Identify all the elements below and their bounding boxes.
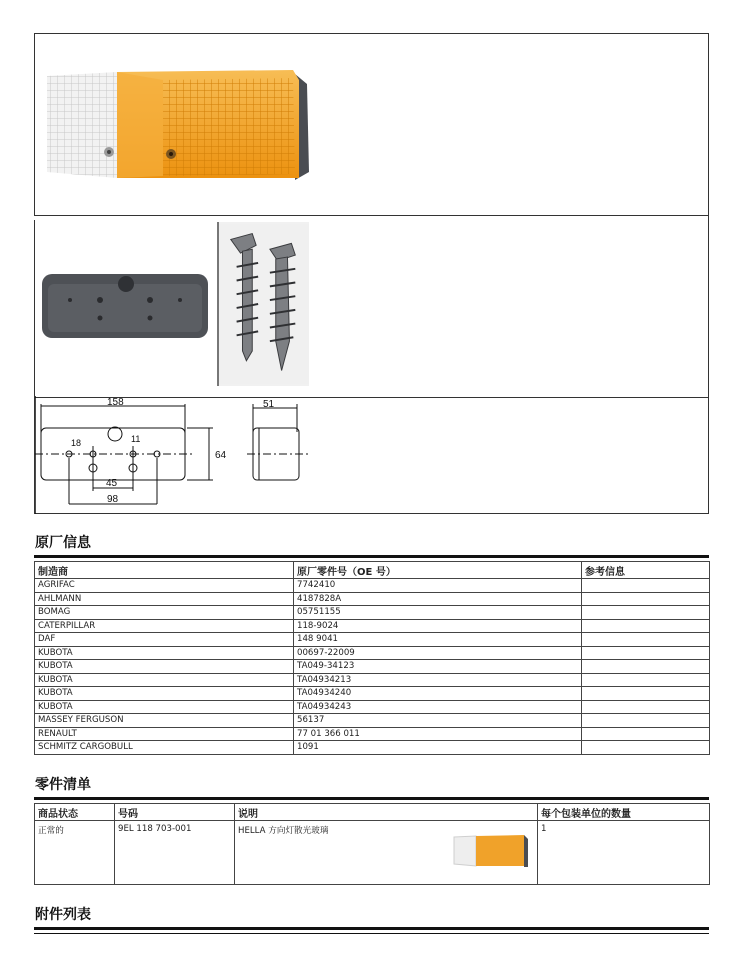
cell-manufacturer: DAF — [35, 633, 294, 647]
cell-reference — [582, 673, 710, 687]
cell-reference — [582, 741, 710, 755]
header-number: 号码 — [115, 804, 235, 821]
cell-oe-number: 56137 — [294, 714, 582, 728]
table-row — [35, 714, 710, 728]
table-row — [35, 700, 710, 714]
table-row — [35, 579, 710, 593]
product-image-grid — [34, 33, 709, 514]
cell-reference — [582, 727, 710, 741]
dim-offset-a: 18 — [71, 438, 82, 448]
section-rule — [34, 927, 709, 930]
table-row — [35, 633, 710, 647]
dim-width: 158 — [107, 397, 124, 408]
header-description: 说明 — [235, 804, 538, 821]
accessory-section-title: 附件列表 — [35, 907, 91, 923]
cell-reference — [582, 700, 710, 714]
section-rule — [34, 797, 709, 800]
table-row — [35, 821, 710, 885]
cell-reference — [582, 619, 710, 633]
dimension-drawing — [35, 396, 310, 514]
parts-list-table — [34, 803, 710, 885]
cell-oe-number: 1091 — [294, 741, 582, 755]
cell-manufacturer: KUBOTA — [35, 646, 294, 660]
cell-manufacturer: KUBOTA — [35, 700, 294, 714]
parts-section-title: 零件清单 — [35, 777, 91, 793]
cell-reference — [582, 633, 710, 647]
cell-manufacturer: MASSEY FERGUSON — [35, 714, 294, 728]
cell-manufacturer: KUBOTA — [35, 687, 294, 701]
dim-depth: 51 — [263, 399, 275, 410]
oe-section-title: 原厂信息 — [35, 535, 91, 551]
table-row — [35, 687, 710, 701]
cell-oe-number: 05751155 — [294, 606, 582, 620]
cell-reference — [582, 660, 710, 674]
table-row — [35, 660, 710, 674]
section-rule — [34, 933, 709, 934]
grid-divider — [35, 215, 310, 216]
grid-divider — [310, 215, 709, 216]
cell-oe-number: TA04934240 — [294, 687, 582, 701]
table-row — [35, 592, 710, 606]
cell-oe-number: 00697-22009 — [294, 646, 582, 660]
dim-offset-b: 11 — [131, 434, 141, 444]
table-row — [35, 727, 710, 741]
cell-oe-number: TA049-34123 — [294, 660, 582, 674]
cell-reference — [582, 687, 710, 701]
dim-spacing-b: 98 — [107, 494, 119, 505]
cell-manufacturer: AHLMANN — [35, 592, 294, 606]
description-text: HELLA 方向灯散光玻璃 — [238, 826, 329, 836]
cell-oe-number: TA04934213 — [294, 673, 582, 687]
cell-status: 正常的 — [35, 821, 115, 885]
lamp-product-photo — [43, 62, 313, 186]
oe-numbers-table — [34, 561, 710, 755]
cell-manufacturer: AGRIFAC — [35, 579, 294, 593]
table-row — [35, 646, 710, 660]
cell-qty: 1 — [538, 821, 710, 885]
dim-height: 64 — [215, 450, 227, 461]
cell-number: 9EL 118 703-001 — [115, 821, 235, 885]
cell-manufacturer: SCHMITZ CARGOBULL — [35, 741, 294, 755]
cell-oe-number: 77 01 366 011 — [294, 727, 582, 741]
cell-reference — [582, 579, 710, 593]
dim-spacing-a: 45 — [106, 478, 118, 489]
cell-oe-number: 7742410 — [294, 579, 582, 593]
header-status: 商品状态 — [35, 804, 115, 821]
header-reference: 参考信息 — [582, 562, 710, 579]
cell-reference — [582, 646, 710, 660]
cell-oe-number: 4187828A — [294, 592, 582, 606]
header-oe-number: 原厂零件号（OE 号） — [294, 562, 582, 579]
cell-manufacturer: BOMAG — [35, 606, 294, 620]
cell-manufacturer: KUBOTA — [35, 660, 294, 674]
header-qty: 每个包装单位的数量 — [538, 804, 710, 821]
lens-thumbnail — [450, 833, 530, 869]
cell-oe-number: TA04934243 — [294, 700, 582, 714]
cell-description — [235, 821, 538, 885]
table-row — [35, 619, 710, 633]
cell-manufacturer: RENAULT — [35, 727, 294, 741]
screws-photo — [217, 222, 309, 386]
section-rule — [34, 555, 709, 558]
cell-reference — [582, 592, 710, 606]
mounting-base-photo — [40, 270, 210, 342]
table-row — [35, 741, 710, 755]
cell-manufacturer: KUBOTA — [35, 673, 294, 687]
cell-manufacturer: CATERPILLAR — [35, 619, 294, 633]
table-header-row — [35, 804, 710, 821]
cell-reference — [582, 714, 710, 728]
table-row — [35, 606, 710, 620]
cell-reference — [582, 606, 710, 620]
grid-divider — [310, 397, 709, 398]
header-manufacturer: 制造商 — [35, 562, 294, 579]
table-header-row — [35, 562, 710, 579]
table-row — [35, 673, 710, 687]
cell-oe-number: 118-9024 — [294, 619, 582, 633]
cell-oe-number: 148 9041 — [294, 633, 582, 647]
